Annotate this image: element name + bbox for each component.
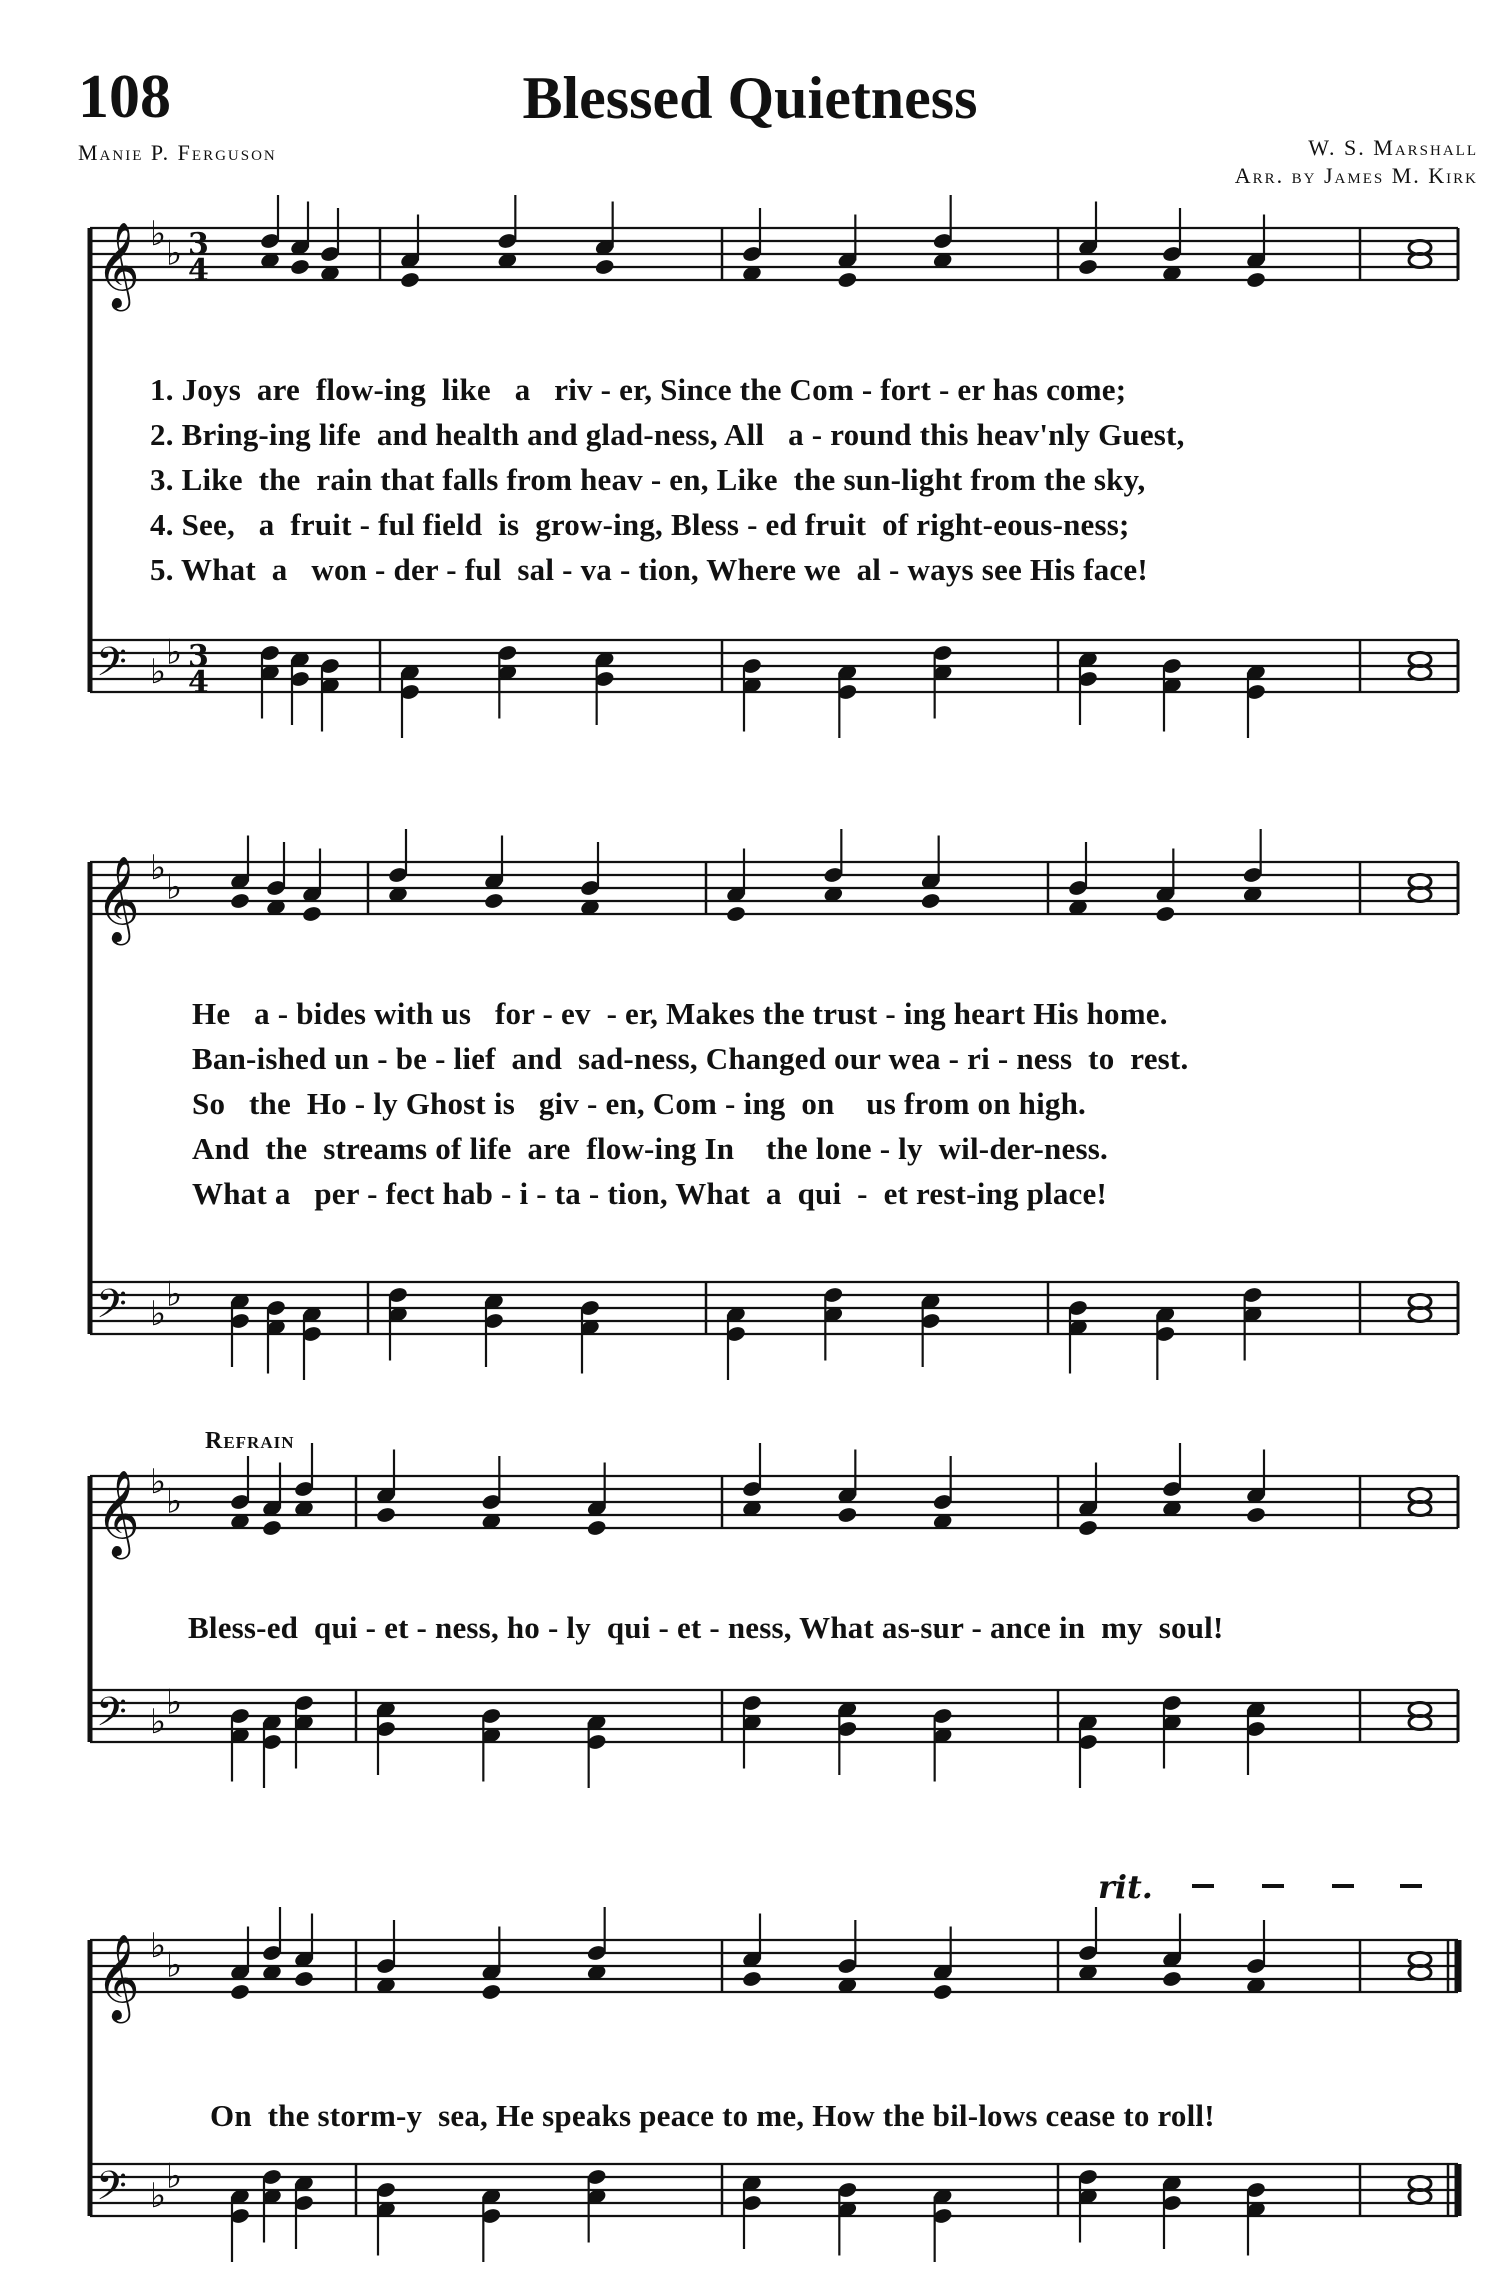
flat-icon: ♭ — [150, 1293, 167, 1334]
note-head — [375, 1506, 396, 1524]
flat-icon: ♭ — [166, 867, 183, 908]
bass-clef-icon: 𝄢 — [96, 2163, 127, 2219]
refrain-label: Refrain — [205, 1428, 295, 1454]
note-head — [229, 892, 250, 910]
note-head — [741, 1970, 762, 1988]
flat-icon: ♭ — [150, 1701, 167, 1742]
flat-icon: ♭ — [166, 1945, 183, 1986]
lyric-line-verse-2: 2. Bring-ing life and health and glad-ness, All a - round this heav'nly Guest, — [150, 417, 1185, 452]
note-head — [1077, 1519, 1098, 1537]
composer-name: W. S. Marshall — [1308, 135, 1478, 160]
flat-icon: ♭ — [150, 651, 167, 692]
note-head — [1155, 905, 1176, 923]
note-head — [289, 258, 310, 276]
rit-dash — [1262, 1884, 1284, 1888]
hymn-title: Blessed Quietness — [522, 65, 978, 131]
lyric-line-verse-5: What a per - fect hab - i - ta - tion, What a qui - et rest-ing place! — [192, 1176, 1107, 1211]
treble-clef-icon: 𝄞 — [96, 1934, 140, 2020]
note-head — [1077, 258, 1098, 276]
time-signature-bottom: 4 — [188, 665, 209, 700]
arranger-name: Arr. by James M. Kirk — [1234, 163, 1478, 188]
rit-dash — [1332, 1884, 1354, 1888]
author-credit: Manie P. Ferguson — [78, 140, 277, 165]
note-head — [932, 1983, 953, 2001]
lyric-line-verse-3: So the Ho - ly Ghost is giv - en, Com - ing on us from on high. — [192, 1086, 1086, 1121]
lyric-line-verse-3: 3. Like the rain that falls from heav - en, Like the sun-light from the sky, — [150, 462, 1146, 497]
note-head — [586, 1519, 607, 1537]
note-head — [301, 905, 322, 923]
note-head — [293, 1970, 314, 1988]
lyric-line-refrain-2: On the storm-y sea, He speaks peace to me, How the bil-lows cease to roll! — [210, 2098, 1215, 2133]
flat-icon: ♭ — [166, 632, 183, 673]
flat-icon: ♭ — [166, 1274, 183, 1315]
flat-icon: ♭ — [166, 233, 183, 274]
bass-clef-icon: 𝄢 — [96, 1281, 127, 1337]
hymn-number: 108 — [78, 63, 171, 131]
flat-icon: ♭ — [150, 1461, 167, 1502]
flat-icon: ♭ — [150, 2175, 167, 2216]
rit-dash — [1192, 1884, 1214, 1888]
treble-clef-icon: 𝄞 — [96, 222, 140, 308]
flat-icon: ♭ — [150, 213, 167, 254]
lyric-line-refrain-1: Bless-ed qui - et - ness, ho - ly qui - et - ness, What as-sur - ance in my soul! — [188, 1610, 1224, 1645]
note-head — [920, 892, 941, 910]
rit-dash — [1400, 1884, 1422, 1888]
note-head — [837, 271, 858, 289]
treble-clef-icon: 𝄞 — [96, 1470, 140, 1556]
note-head — [483, 892, 504, 910]
time-signature-top: 3 — [188, 639, 209, 674]
note-head — [229, 1983, 250, 2001]
note-head — [481, 1983, 502, 2001]
bass-clef-icon: 𝄢 — [96, 1689, 127, 1745]
time-signature-bottom: 4 — [188, 253, 209, 288]
lyric-line-verse-1: He a - bides with us for - ev - er, Makes the trust - ing heart His home. — [192, 996, 1168, 1031]
note-head — [1245, 1506, 1266, 1524]
flat-icon: ♭ — [150, 1925, 167, 1966]
note-head — [261, 1519, 282, 1537]
note-head — [1245, 271, 1266, 289]
bass-clef-icon: 𝄢 — [96, 639, 127, 695]
flat-icon: ♭ — [150, 847, 167, 888]
lyric-line-verse-4: 4. See, a fruit - ful field is grow-ing, Bless - ed fruit of right-eous-ness; — [150, 507, 1130, 542]
note-head — [837, 1506, 858, 1524]
flat-icon: ♭ — [166, 2156, 183, 2197]
note-head — [399, 271, 420, 289]
flat-icon: ♭ — [166, 1682, 183, 1723]
treble-clef-icon: 𝄞 — [96, 856, 140, 942]
lyric-line-verse-2: Ban-ished un - be - lief and sad-ness, Changed our wea - ri - ness to rest. — [192, 1041, 1189, 1076]
lyric-line-verse-1: 1. Joys are flow-ing like a riv - er, Since the Com - fort - er has come; — [150, 372, 1127, 407]
note-head — [1161, 1970, 1182, 1988]
flat-icon: ♭ — [166, 1481, 183, 1522]
note-head — [594, 258, 615, 276]
lyric-line-verse-4: And the streams of life are flow-ing In the lone - ly wil-der-ness. — [192, 1131, 1108, 1166]
note-head — [725, 905, 746, 923]
ritardando-mark: rit. — [1098, 1868, 1153, 1906]
lyric-line-verse-5: 5. What a won - der - ful sal - va - tion, Where we al - ways see His face! — [150, 552, 1148, 587]
time-signature-top: 3 — [188, 227, 209, 262]
